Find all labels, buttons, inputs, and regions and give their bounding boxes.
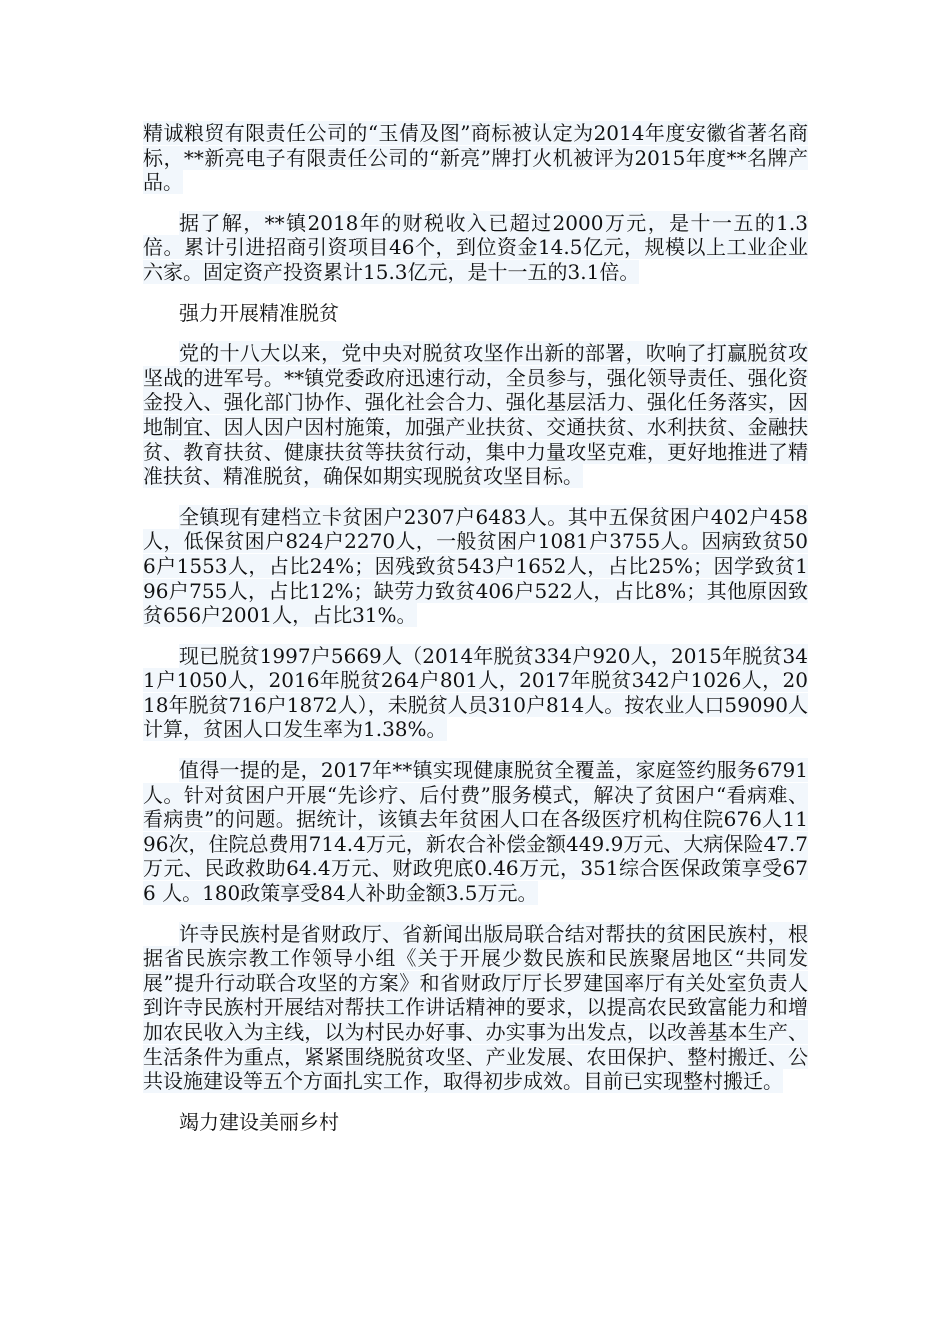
- document-body: [143, 121, 808, 1150]
- paragraph-poor-households: [143, 505, 808, 628]
- paragraph-text: 据了解，**镇2018年的财税收入已超过2000万元，是十一五的1.3倍。累计引进招商引资项目46个，到位资金14.5亿元，规模以上工业企业六家。固定资产投资累计15.3亿元，是十一五的3.1倍。: [143, 210, 808, 284]
- paragraph-text: 值得一提的是，2017年**镇实现健康脱贫全覆盖，家庭签约服务6791人。针对贫困户开展“先诊疗、后付费”服务模式，解决了贫困户“看病难、看病贵”的问题。据统计，该镇去年贫困人口在各级医疗机构住院676人1196次，住院总费用714.4万元，新农合补偿金额449.9万元、大病保险47.7万元、民政救助64.4万元、财政兜底0.46万元，351综合医保政策享受676 人。180政策享受84人补助金额3.5万元。: [143, 758, 808, 906]
- section-heading-beautiful-village: 竭力建设美丽乡村: [179, 1109, 339, 1134]
- paragraph-text: 许寺民族村是省财政厅、省新闻出版局联合结对帮扶的贫困民族村，根据省民族宗教工作领导小组《关于开展少数民族和民族聚居地区“共同发展”提升行动联合攻坚的方案》和省财政厅厅长罗建国率厅有关处室负责人到许寺民族村开展结对帮扶工作讲话精神的要求，以提高农民致富能力和增加农民收入为主线，以为村民办好事、办实事为出发点，以改善基本生产、生活条件为重点，紧紧围绕脱贫攻坚、产业发展、农田保护、整村搬迁、公共设施建设等五个方面扎实工作，取得初步成效。目前已实现整村搬迁。: [143, 921, 808, 1094]
- paragraph-health-coverage: [143, 758, 808, 906]
- paragraph-lifted-out: [143, 644, 808, 742]
- paragraph-tax-revenue: [143, 211, 808, 285]
- paragraph-text: 现已脱贫1997户5669人（2014年脱贫334户920人，2015年脱贫341户1050人，2016年脱贫264户801人，2017年脱贫342户1026人，2018年脱贫716户1872人），未脱贫人员310户814人。按农业人口59090人计算，贫困人口发生率为1.38%。: [143, 643, 808, 742]
- section-heading-poverty: 强力开展精准脱贫: [179, 300, 339, 325]
- paragraph-xusi-village: [143, 922, 808, 1094]
- paragraph-trademark: [143, 121, 808, 195]
- paragraph-text: 全镇现有建档立卡贫困户2307户6483人。其中五保贫困户402户458人，低保贫困户824户2270人，一般贫困户1081户3755人。因病致贫506户1553人，占比24%；因残致贫543户1652人，占比25%；因学致贫196户755人，占比12%；缺劳力致贫406户522人，占比8%；其他原因致贫656户2001人，占比31%。: [143, 504, 808, 628]
- paragraph-party-deployment: [143, 341, 808, 489]
- paragraph-text: 精诚粮贸有限责任公司的“玉倩及图”商标被认定为2014年度安徽省著名商标，**新亮电子有限责任公司的“新亮”牌打火机被评为2015年度**名牌产品。: [143, 121, 808, 195]
- paragraph-text: 党的十八大以来，党中央对脱贫攻坚作出新的部署，吹响了打赢脱贫攻坚战的进军号。**镇党委政府迅速行动，全员参与，强化领导责任、强化资金投入、强化部门协作、强化社会合力、强化基层活力、强化任务落实，因地制宜、因人因户因村施策，加强产业扶贫、交通扶贫、水利扶贫、金融扶贫、教育扶贫、健康扶贫等扶贫行动，集中力量攻坚克难，更好地推进了精准扶贫、精准脱贫，确保如期实现脱贫攻坚目标。: [143, 341, 808, 489]
